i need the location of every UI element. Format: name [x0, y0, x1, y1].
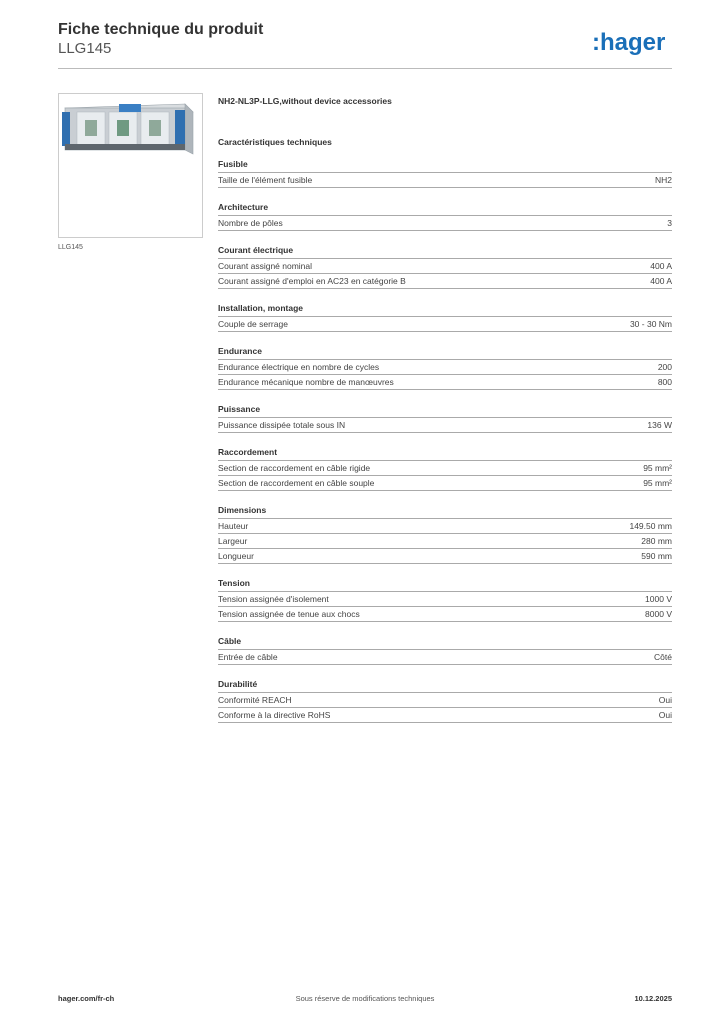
- spec-label: Courant assigné nominal: [218, 261, 313, 271]
- spec-group-rows: [218, 692, 672, 723]
- spec-group-title: Tension: [218, 578, 250, 588]
- spec-row: [218, 360, 672, 375]
- spec-group-rows: [218, 417, 672, 433]
- spec-row: [218, 708, 672, 723]
- spec-row: [218, 607, 672, 622]
- spec-group-rows: [218, 460, 672, 491]
- spec-label: Section de raccordement en câble souple: [218, 478, 375, 488]
- spec-row: [218, 216, 672, 231]
- spec-value: 1000 V: [645, 594, 672, 604]
- spec-label: Endurance électrique en nombre de cycles: [218, 362, 380, 372]
- spec-value: 280 mm: [641, 536, 672, 546]
- spec-label: Puissance dissipée totale sous IN: [218, 420, 346, 430]
- spec-label: Section de raccordement en câble rigide: [218, 463, 371, 473]
- spec-value: 95 mm²: [643, 463, 672, 473]
- spec-label: Taille de l'élément fusible: [218, 175, 313, 185]
- spec-value: 8000 V: [645, 609, 672, 619]
- spec-group-title: Installation, montage: [218, 303, 304, 313]
- spec-value: 136 W: [647, 420, 672, 430]
- spec-groups: [218, 159, 672, 723]
- image-caption: LLG145: [58, 244, 83, 251]
- spec-group-rows: [218, 649, 672, 665]
- spec-row: [218, 519, 672, 534]
- spec-group-title: Endurance: [218, 346, 262, 356]
- spec-label: Conformité REACH: [218, 695, 292, 705]
- spec-value: 30 - 30 Nm: [629, 319, 672, 329]
- spec-group-rows: [218, 591, 672, 622]
- spec-group-title: Câble: [218, 636, 242, 646]
- spec-group-rows: [218, 258, 672, 289]
- spec-row: [218, 534, 672, 549]
- spec-row: [218, 375, 672, 390]
- spec-row: [218, 461, 672, 476]
- spec-value: 3: [667, 218, 672, 228]
- logo-text: :hager: [592, 29, 666, 56]
- spec-group-rows: [218, 172, 672, 188]
- spec-value: 400 A: [650, 261, 672, 271]
- product-description: NH2-NL3P-LLG,without device accessories: [218, 96, 392, 106]
- spec-value: 590 mm: [641, 551, 672, 561]
- spec-label: Couple de serrage: [218, 319, 288, 329]
- spec-label: Longueur: [218, 551, 254, 561]
- spec-label: Tension assignée d'isolement: [218, 594, 329, 604]
- spec-value: 149.50 mm: [629, 521, 672, 531]
- spec-group-rows: [218, 518, 672, 564]
- spec-group-title: Durabilité: [218, 679, 258, 689]
- spec-row: [218, 418, 672, 433]
- spec-row: [218, 693, 672, 708]
- spec-group-title: Dimensions: [218, 505, 267, 515]
- spec-label: Endurance mécanique nombre de manœuvres: [218, 377, 394, 387]
- spec-row: [218, 650, 672, 665]
- spec-value: Côté: [654, 652, 672, 662]
- spec-row: [218, 592, 672, 607]
- spec-group-title: Raccordement: [218, 447, 278, 457]
- spec-value: 95 mm²: [643, 478, 672, 488]
- spec-label: Conforme à la directive RoHS: [218, 710, 331, 720]
- spec-row: [218, 259, 672, 274]
- spec-label: Courant assigné d'emploi en AC23 en catégorie B: [218, 276, 406, 286]
- product-reference: LLG145: [58, 40, 112, 57]
- hager-logo: [592, 28, 672, 58]
- page-title: Fiche technique du produit: [58, 21, 264, 38]
- spec-row: [218, 549, 672, 564]
- product-image: [58, 93, 203, 238]
- spec-group-title: Courant électrique: [218, 245, 294, 255]
- spec-row: [218, 274, 672, 289]
- spec-group-title: Fusible: [218, 159, 248, 169]
- spec-value: 800: [657, 377, 672, 387]
- footer-date: 10.12.2025: [634, 994, 672, 1003]
- spec-value: Oui: [658, 710, 672, 720]
- header-divider: [58, 68, 672, 69]
- spec-group-rows: [218, 316, 672, 332]
- section-title: Caractéristiques techniques: [218, 137, 332, 147]
- spec-row: [218, 173, 672, 188]
- spec-group-title: Puissance: [218, 404, 261, 414]
- footer-disclaimer: Sous réserve de modifications techniques: [295, 994, 435, 1003]
- spec-label: Nombre de pôles: [218, 218, 283, 228]
- spec-group-title: Architecture: [218, 202, 269, 212]
- spec-value: 200: [657, 362, 672, 372]
- spec-label: Largeur: [218, 536, 248, 546]
- spec-value: 400 A: [650, 276, 672, 286]
- footer-website[interactable]: hager.com/fr-ch: [58, 994, 115, 1003]
- spec-row: [218, 476, 672, 491]
- spec-group-rows: [218, 359, 672, 390]
- spec-row: [218, 317, 672, 332]
- switch-disconnector-illustration: [59, 94, 202, 237]
- spec-label: Tension assignée de tenue aux chocs: [218, 609, 360, 619]
- spec-value: NH2: [654, 175, 672, 185]
- document-header: [58, 20, 263, 58]
- spec-label: Entrée de câble: [218, 652, 278, 662]
- spec-group-rows: [218, 215, 672, 231]
- spec-value: Oui: [658, 695, 672, 705]
- spec-label: Hauteur: [218, 521, 249, 531]
- technical-data: [218, 96, 672, 723]
